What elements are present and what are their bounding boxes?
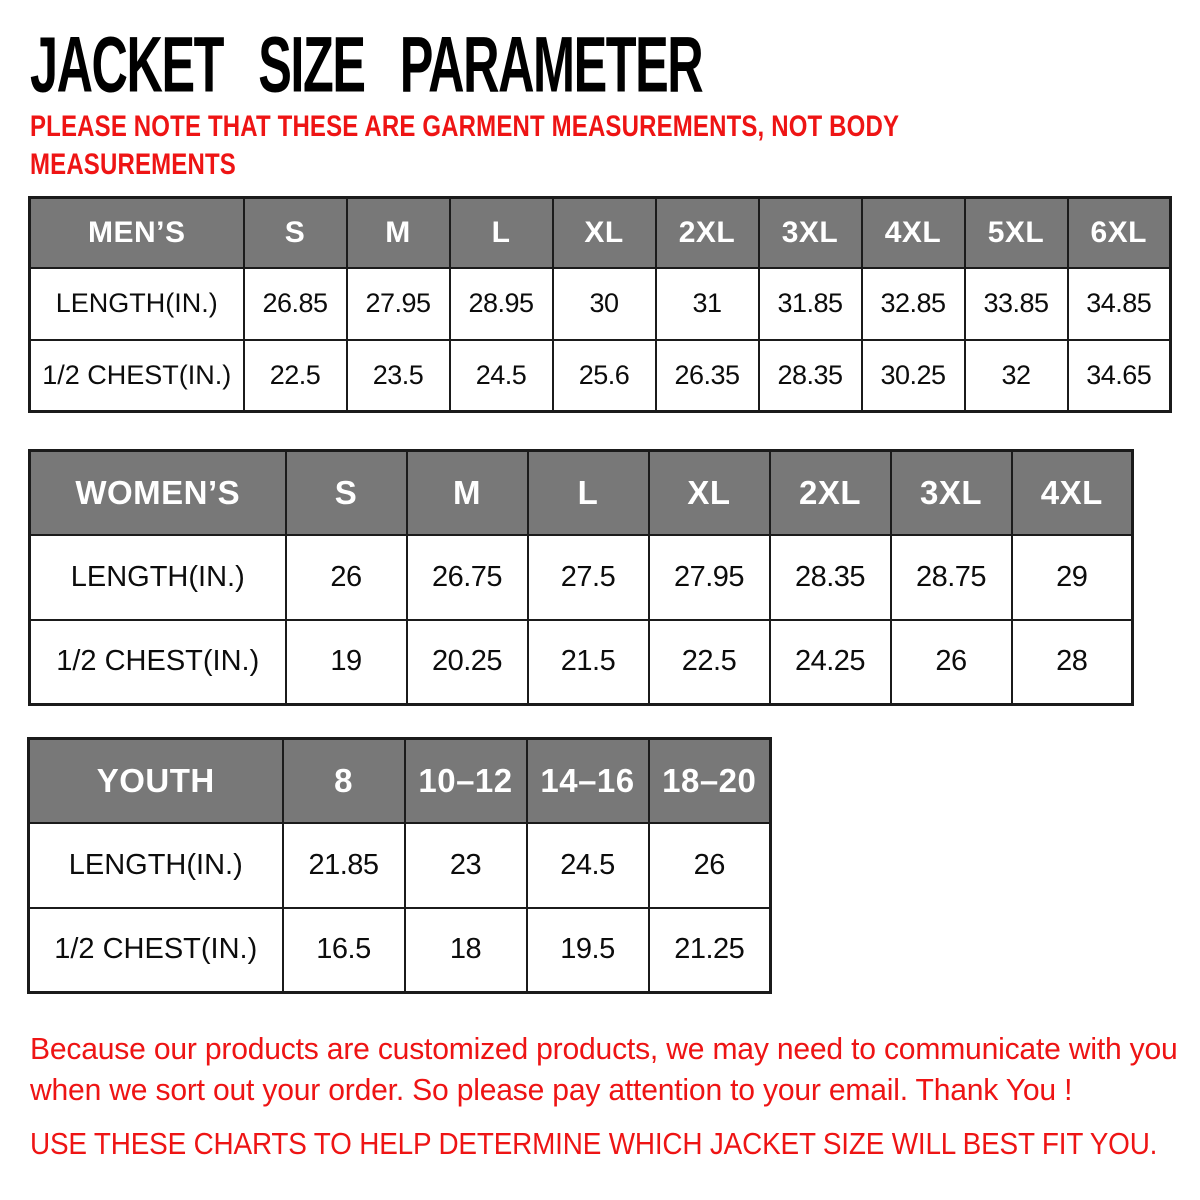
table-title-mens: MEN’S (30, 198, 244, 268)
value-cell: 19.5 (527, 908, 649, 993)
value-cell: 24.5 (527, 823, 649, 908)
col-header-womens: L (528, 451, 649, 535)
value-cell: 25.6 (553, 340, 656, 412)
col-header-mens: XL (553, 198, 656, 268)
row-label: 1/2 CHEST(IN.) (30, 340, 244, 412)
col-header-youth: 18–20 (649, 739, 771, 823)
value-cell: 22.5 (649, 620, 770, 705)
value-cell: 26.75 (407, 535, 528, 620)
value-cell: 27.5 (528, 535, 649, 620)
col-header-womens: 3XL (891, 451, 1012, 535)
value-cell: 34.65 (1068, 340, 1171, 412)
value-cell: 31.85 (759, 268, 862, 340)
col-header-mens: M (347, 198, 450, 268)
table-row (30, 620, 1133, 705)
row-label: LENGTH(IN.) (30, 268, 244, 340)
charts-usage-note: USE THESE CHARTS TO HELP DETERMINE WHICH JACKET SIZE WILL BEST FIT YOU. (30, 1126, 1158, 1161)
value-cell: 28.95 (450, 268, 553, 340)
table-row (30, 340, 1171, 412)
value-cell: 24.25 (770, 620, 891, 705)
table-title-youth: YOUTH (29, 739, 283, 823)
value-cell: 31 (656, 268, 759, 340)
page-title: JACKET SIZE PARAMETER (30, 21, 703, 109)
value-cell: 26.35 (656, 340, 759, 412)
col-header-womens: S (286, 451, 407, 535)
value-cell: 28 (1012, 620, 1133, 705)
col-header-mens: 4XL (862, 198, 965, 268)
value-cell: 29 (1012, 535, 1133, 620)
note-line-2: MEASUREMENTS (30, 148, 236, 181)
table-row (30, 268, 1171, 340)
col-header-womens: 4XL (1012, 451, 1133, 535)
value-cell: 16.5 (283, 908, 405, 993)
row-label: 1/2 CHEST(IN.) (30, 620, 286, 705)
value-cell: 32.85 (862, 268, 965, 340)
value-cell: 30 (553, 268, 656, 340)
col-header-mens: 6XL (1068, 198, 1171, 268)
value-cell: 26 (286, 535, 407, 620)
value-cell: 26 (891, 620, 1012, 705)
table-row (30, 535, 1133, 620)
size-table-womens (28, 449, 1134, 706)
custom-order-note-line-2: when we sort out your order. So please pay attention to your email. Thank You ! (30, 1072, 1073, 1107)
row-label: LENGTH(IN.) (30, 535, 286, 620)
value-cell: 24.5 (450, 340, 553, 412)
row-label: LENGTH(IN.) (29, 823, 283, 908)
custom-order-note-line-1: Because our products are customized products, we may need to communicate with you (30, 1031, 1178, 1066)
value-cell: 20.25 (407, 620, 528, 705)
value-cell: 26.85 (244, 268, 347, 340)
header-row (29, 739, 771, 823)
col-header-youth: 14–16 (527, 739, 649, 823)
col-header-mens: 2XL (656, 198, 759, 268)
table-row (29, 908, 771, 993)
value-cell: 19 (286, 620, 407, 705)
size-table-mens (28, 196, 1172, 413)
value-cell: 33.85 (965, 268, 1068, 340)
row-label: 1/2 CHEST(IN.) (29, 908, 283, 993)
col-header-mens: S (244, 198, 347, 268)
value-cell: 28.35 (759, 340, 862, 412)
value-cell: 34.85 (1068, 268, 1171, 340)
value-cell: 18 (405, 908, 527, 993)
header-row (30, 198, 1171, 268)
value-cell: 21.5 (528, 620, 649, 705)
col-header-youth: 8 (283, 739, 405, 823)
value-cell: 27.95 (347, 268, 450, 340)
col-header-womens: 2XL (770, 451, 891, 535)
value-cell: 21.85 (283, 823, 405, 908)
value-cell: 28.35 (770, 535, 891, 620)
col-header-mens: 5XL (965, 198, 1068, 268)
custom-order-note (30, 1028, 1200, 1110)
header-row (30, 451, 1133, 535)
value-cell: 30.25 (862, 340, 965, 412)
col-header-womens: M (407, 451, 528, 535)
table-row (29, 823, 771, 908)
value-cell: 23.5 (347, 340, 450, 412)
value-cell: 28.75 (891, 535, 1012, 620)
col-header-youth: 10–12 (405, 739, 527, 823)
value-cell: 26 (649, 823, 771, 908)
value-cell: 23 (405, 823, 527, 908)
table-title-womens: WOMEN’S (30, 451, 286, 535)
garment-measurement-note (30, 108, 990, 184)
value-cell: 27.95 (649, 535, 770, 620)
value-cell: 22.5 (244, 340, 347, 412)
value-cell: 21.25 (649, 908, 771, 993)
size-table-youth (27, 737, 772, 994)
col-header-mens: L (450, 198, 553, 268)
col-header-womens: XL (649, 451, 770, 535)
value-cell: 32 (965, 340, 1068, 412)
note-line-1: PLEASE NOTE THAT THESE ARE GARMENT MEASUREMENTS, NOT BODY (30, 110, 900, 143)
col-header-mens: 3XL (759, 198, 862, 268)
